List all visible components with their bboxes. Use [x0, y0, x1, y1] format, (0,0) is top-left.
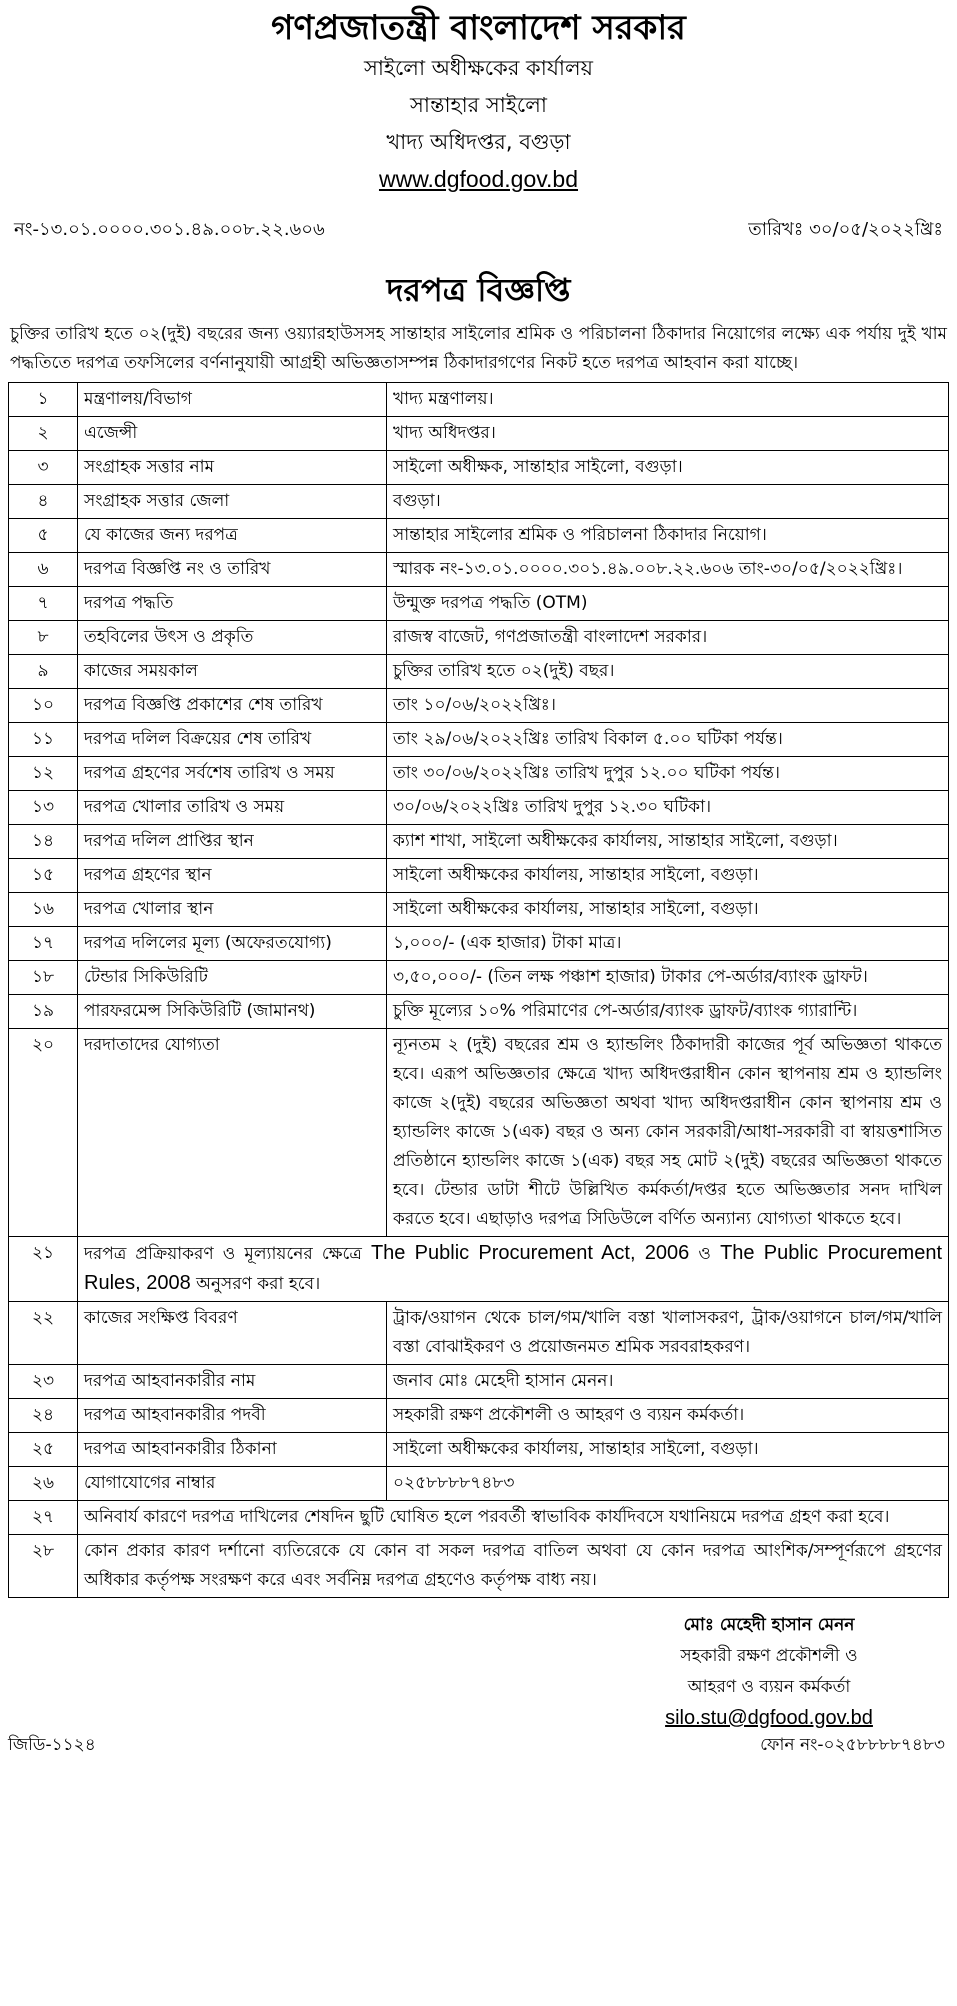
table-row [9, 689, 949, 723]
tender-notice-page [0, 6, 957, 2006]
row-number: ১৪ [9, 825, 78, 859]
row-number: ২৭ [9, 1501, 78, 1535]
row-text-part: দরপত্র প্রক্রিয়াকরণ ও মূল্যায়নের ক্ষেত্রে [84, 1244, 362, 1264]
row-label: দরপত্র গ্রহণের স্থান [78, 859, 387, 893]
row-full-text: অনিবার্য কারণে দরপত্র দাখিলের শেষদিন ছুটি ঘোষিত হলে পরবর্তী স্বাভাবিক কার্যদিবসে যথানিয়মে দরপত্র গ্রহণ করা হবে। [78, 1501, 949, 1535]
row-number: ১১ [9, 723, 78, 757]
row-number: ৫ [9, 519, 78, 553]
row-label: মন্ত্রণালয়/বিভাগ [78, 383, 387, 417]
row-number: ১৭ [9, 927, 78, 961]
row-label: দরপত্র দলিলের মূল্য (অফেরতযোগ্য) [78, 927, 387, 961]
row-value: চুক্তির তারিখ হতে ০২(দুই) বছর। [387, 655, 949, 689]
row-number: ২৫ [9, 1433, 78, 1467]
row-number: ২৩ [9, 1365, 78, 1399]
row-number: ২ [9, 417, 78, 451]
row-value: ৩০/০৬/২০২২খ্রিঃ তারিখ দুপুর ১২.৩০ ঘটিকা। [387, 791, 949, 825]
row-number: ১৮ [9, 961, 78, 995]
table-row [9, 859, 949, 893]
row-value: সহকারী রক্ষণ প্রকৌশলী ও আহরণ ও ব্যয়ন কর্মকর্তা। [387, 1399, 949, 1433]
table-row [9, 1302, 949, 1365]
row-value: ১,০০০/- (এক হাজার) টাকা মাত্র। [387, 927, 949, 961]
row-label: দরপত্র পদ্ধতি [78, 587, 387, 621]
row-label: দরপত্র আহবানকারীর ঠিকানা [78, 1433, 387, 1467]
intro-paragraph: চুক্তির তারিখ হতে ০২(দুই) বছরের জন্য ওয়্যারহাউসসহ সান্তাহার সাইলোর শ্রমিক ও পরিচালনা ঠিকাদার নিয়োগের লক্ষ্যে এক পর্যায় দুই খাম পদ্ধতিতে দরপত্র তফসিলের বর্ণনানুযায়ী আগ্রহী অভিজ্ঞতাসম্পন্ন ঠিকাদারগণের নিকট হতে দরপত্র আহবান করা যাচ্ছে। [10, 324, 947, 373]
row-number: ২৬ [9, 1467, 78, 1501]
row-label: দরপত্র বিজ্ঞপ্তি প্রকাশের শেষ তারিখ [78, 689, 387, 723]
table-row [9, 927, 949, 961]
row-label: যোগাযোগের নাম্বার [78, 1467, 387, 1501]
table-row [9, 553, 949, 587]
row-number: ১০ [9, 689, 78, 723]
row-number: ২৪ [9, 1399, 78, 1433]
row-full-text: কোন প্রকার কারণ দর্শানো ব্যতিরেকে যে কোন বা সকল দরপত্র বাতিল অথবা যে কোন দরপত্র আংশিক/সম্পূর্ণরূপে গ্রহণের অধিকার কর্তৃপক্ষ সংরক্ষণ করে এবং সর্বনিম্ন দরপত্র গ্রহণেও কর্তৃপক্ষ বাধ্য নয়। [78, 1535, 949, 1598]
row-value: সাইলো অধীক্ষক, সান্তাহার সাইলো, বগুড়া। [387, 451, 949, 485]
row-number: ১৯ [9, 995, 78, 1029]
row-value: বগুড়া। [387, 485, 949, 519]
table-row [9, 961, 949, 995]
row-text-part: The Public Procurement Act, 2006 [370, 1242, 690, 1264]
row-number: ৬ [9, 553, 78, 587]
table-row [9, 1365, 949, 1399]
row-number: ২০ [9, 1029, 78, 1237]
memo-number: নং-১৩.০১.০০০০.৩০১.৪৯.০০৮.২২.৬০৬ [14, 219, 325, 240]
table-row [9, 587, 949, 621]
table-row [9, 1501, 949, 1535]
tender-details-table [8, 382, 949, 1598]
row-value: তাং ২৯/০৬/২০২২খ্রিঃ তারিখ বিকাল ৫.০০ ঘটিকা পর্যন্ত। [387, 723, 949, 757]
row-number: ৯ [9, 655, 78, 689]
table-row [9, 383, 949, 417]
row-text-part: The Public Procurement Rules, 2008 [84, 1242, 943, 1294]
signatory-title-1: সহকারী রক্ষণ প্রকৌশলী ও [680, 1646, 858, 1666]
row-value: খাদ্য মন্ত্রণালয়। [387, 383, 949, 417]
row-label: যে কাজের জন্য দরপত্র [78, 519, 387, 553]
row-label: কাজের সংক্ষিপ্ত বিবরণ [78, 1302, 387, 1365]
row-label: দরপত্র দলিল প্রাপ্তির স্থান [78, 825, 387, 859]
row-label: দরপত্র আহবানকারীর নাম [78, 1365, 387, 1399]
row-value: ন্যূনতম ২ (দুই) বছরের শ্রম ও হ্যান্ডলিং ঠিকাদারী কাজের পূর্ব অভিজ্ঞতা থাকতে হবে। এরূপ অভিজ্ঞতার ক্ষেত্রে খাদ্য অধিদপ্তরাধীন কোন স্থাপনায় শ্রম ও হ্যান্ডলিং কাজে ২(দুই) বছরের অভিজ্ঞতা অথবা খাদ্য অধিদপ্তরাধীন কোন স্থাপনায় শ্রম ও হ্যান্ডলিং কাজে ১(এক) বছর ও অন্য কোন সরকারী/আধা-সরকারী বা স্বায়ত্তশাসিত প্রতিষ্ঠানে হ্যান্ডলিং কাজে ১(এক) বছর সহ মোট ২(দুই) বছরের অভিজ্ঞতা থাকতে হবে। টেন্ডার ডাটা শীটে উল্লিখিত কর্মকর্তা/দপ্তর হতে অভিজ্ঞতার সনদ দাখিল করতে হবে। এছাড়াও দরপত্র সিডিউলে বর্ণিত অন্যান্য যোগ্যতা থাকতে হবে। [387, 1029, 949, 1237]
silo-name: সান্তাহার সাইলো [410, 93, 547, 117]
table-row [9, 1029, 949, 1237]
table-row [9, 655, 949, 689]
row-full-text [78, 1237, 949, 1302]
header [8, 6, 949, 197]
row-number: ৮ [9, 621, 78, 655]
row-label: দরপত্র খোলার তারিখ ও সময় [78, 791, 387, 825]
row-label: এজেন্সী [78, 417, 387, 451]
government-title: গণপ্রজাতন্ত্রী বাংলাদেশ সরকার [271, 8, 686, 48]
row-label: দরপত্র বিজ্ঞপ্তি নং ও তারিখ [78, 553, 387, 587]
office-name: সাইলো অধীক্ষকের কার্যালয় [363, 56, 594, 80]
table-row [9, 995, 949, 1029]
row-value: ৩,৫০,০০০/- (তিন লক্ষ পঞ্চাশ হাজার) টাকার পে-অর্ডার/ব্যাংক ড্রাফট। [387, 961, 949, 995]
notice-title: দরপত্র বিজ্ঞপ্তি [386, 271, 571, 309]
row-number: ৭ [9, 587, 78, 621]
row-value: সান্তাহার সাইলোর শ্রমিক ও পরিচালনা ঠিকাদার নিয়োগ। [387, 519, 949, 553]
row-number: ৪ [9, 485, 78, 519]
row-label: দরপত্র দলিল বিক্রয়ের শেষ তারিখ [78, 723, 387, 757]
row-label: দরপত্র খোলার স্থান [78, 893, 387, 927]
table-row [9, 1399, 949, 1433]
row-value: চুক্তি মূল্যের ১০% পরিমাণের পে-অর্ডার/ব্যাংক ড্রাফট/ব্যাংক গ্যারান্টি। [387, 995, 949, 1029]
row-number: ১৫ [9, 859, 78, 893]
signatory-title-2: আহরণ ও ব্যয়ন কর্মকর্তা [687, 1677, 851, 1697]
row-value-text: উন্মুক্ত দরপত্র পদ্ধতি (OTM) [393, 593, 588, 613]
row-label: পারফরমেন্স সিকিউরিটি (জামানথ) [78, 995, 387, 1029]
table-row [9, 757, 949, 791]
signatory-phone: ফোন নং-০২৫৮৮৮৮৭৪৮৩ [760, 1735, 945, 1755]
row-number: ১৩ [9, 791, 78, 825]
reference-row [8, 215, 949, 246]
row-number: ৩ [9, 451, 78, 485]
row-label: দরপত্র গ্রহণের সর্বশেষ তারিখ ও সময় [78, 757, 387, 791]
row-label: দরপত্র আহবানকারীর পদবী [78, 1399, 387, 1433]
memo-date: তারিখঃ ৩০/০৫/২০২২খ্রিঃ [748, 219, 943, 240]
row-text-part: ও [698, 1244, 711, 1264]
table-row [9, 791, 949, 825]
row-number: ১৬ [9, 893, 78, 927]
table-row [9, 723, 949, 757]
row-value: ট্রাক/ওয়াগন থেকে চাল/গম/খালি বস্তা খালাসকরণ, ট্রাক/ওয়াগনে চাল/গম/খালি বস্তা বোঝাইকরণ ও প্রয়োজনমত শ্রমিক সরবরাহকরণ। [387, 1302, 949, 1365]
footer [8, 1732, 949, 1760]
signature-block [609, 1610, 929, 1734]
row-number: ২১ [9, 1237, 78, 1302]
row-number: ১ [9, 383, 78, 417]
table-row [9, 451, 949, 485]
directorate-name: খাদ্য অধিদপ্তর, বগুড়া [386, 130, 571, 154]
row-value: তাং ১০/০৬/২০২২খ্রিঃ। [387, 689, 949, 723]
table-row [9, 1535, 949, 1598]
row-value: ক্যাশ শাখা, সাইলো অধীক্ষকের কার্যালয়, সান্তাহার সাইলো, বগুড়া। [387, 825, 949, 859]
table-row [9, 1467, 949, 1501]
gd-number: জিডি-১১২৪ [8, 1735, 96, 1755]
row-text-part: অনুসরণ করা হবে। [196, 1274, 321, 1294]
signatory-email[interactable]: silo.stu@dgfood.gov.bd [665, 1707, 873, 1729]
row-value [387, 587, 949, 621]
row-label: তহবিলের উৎস ও প্রকৃতি [78, 621, 387, 655]
row-value: স্মারক নং-১৩.০১.০০০০.৩০১.৪৯.০০৮.২২.৬০৬ তাং-৩০/০৫/২০২২খ্রিঃ। [387, 553, 949, 587]
table-row [9, 417, 949, 451]
row-number: ২৮ [9, 1535, 78, 1598]
website-link[interactable]: www.dgfood.gov.bd [378, 166, 579, 192]
table-row [9, 825, 949, 859]
row-value: সাইলো অধীক্ষকের কার্যালয়, সান্তাহার সাইলো, বগুড়া। [387, 893, 949, 927]
table-row [9, 621, 949, 655]
row-value: জনাব মোঃ মেহেদী হাসান মেনন। [387, 1365, 949, 1399]
row-label: সংগ্রাহক সত্তার জেলা [78, 485, 387, 519]
row-value: ০২৫৮৮৮৮৭৪৮৩ [387, 1467, 949, 1501]
table-row [9, 519, 949, 553]
row-label: কাজের সময়কাল [78, 655, 387, 689]
row-value: খাদ্য অধিদপ্তর। [387, 417, 949, 451]
table-row [9, 1237, 949, 1302]
row-label: দরদাতাদের যোগ্যতা [78, 1029, 387, 1237]
signatory-name: মোঃ মেহেদী হাসান মেনন [683, 1615, 855, 1635]
table-row [9, 893, 949, 927]
row-number: ১২ [9, 757, 78, 791]
row-label: সংগ্রাহক সত্তার নাম [78, 451, 387, 485]
row-value: রাজস্ব বাজেট, গণপ্রজাতন্ত্রী বাংলাদেশ সরকার। [387, 621, 949, 655]
table-row [9, 1433, 949, 1467]
row-number: ২২ [9, 1302, 78, 1365]
row-value: তাং ৩০/০৬/২০২২খ্রিঃ তারিখ দুপুর ১২.০০ ঘটিকা পর্যন্ত। [387, 757, 949, 791]
row-label: টেন্ডার সিকিউরিটি [78, 961, 387, 995]
row-value: সাইলো অধীক্ষকের কার্যালয়, সান্তাহার সাইলো, বগুড়া। [387, 1433, 949, 1467]
table-row [9, 485, 949, 519]
row-value: সাইলো অধীক্ষকের কার্যালয়, সান্তাহার সাইলো, বগুড়া। [387, 859, 949, 893]
